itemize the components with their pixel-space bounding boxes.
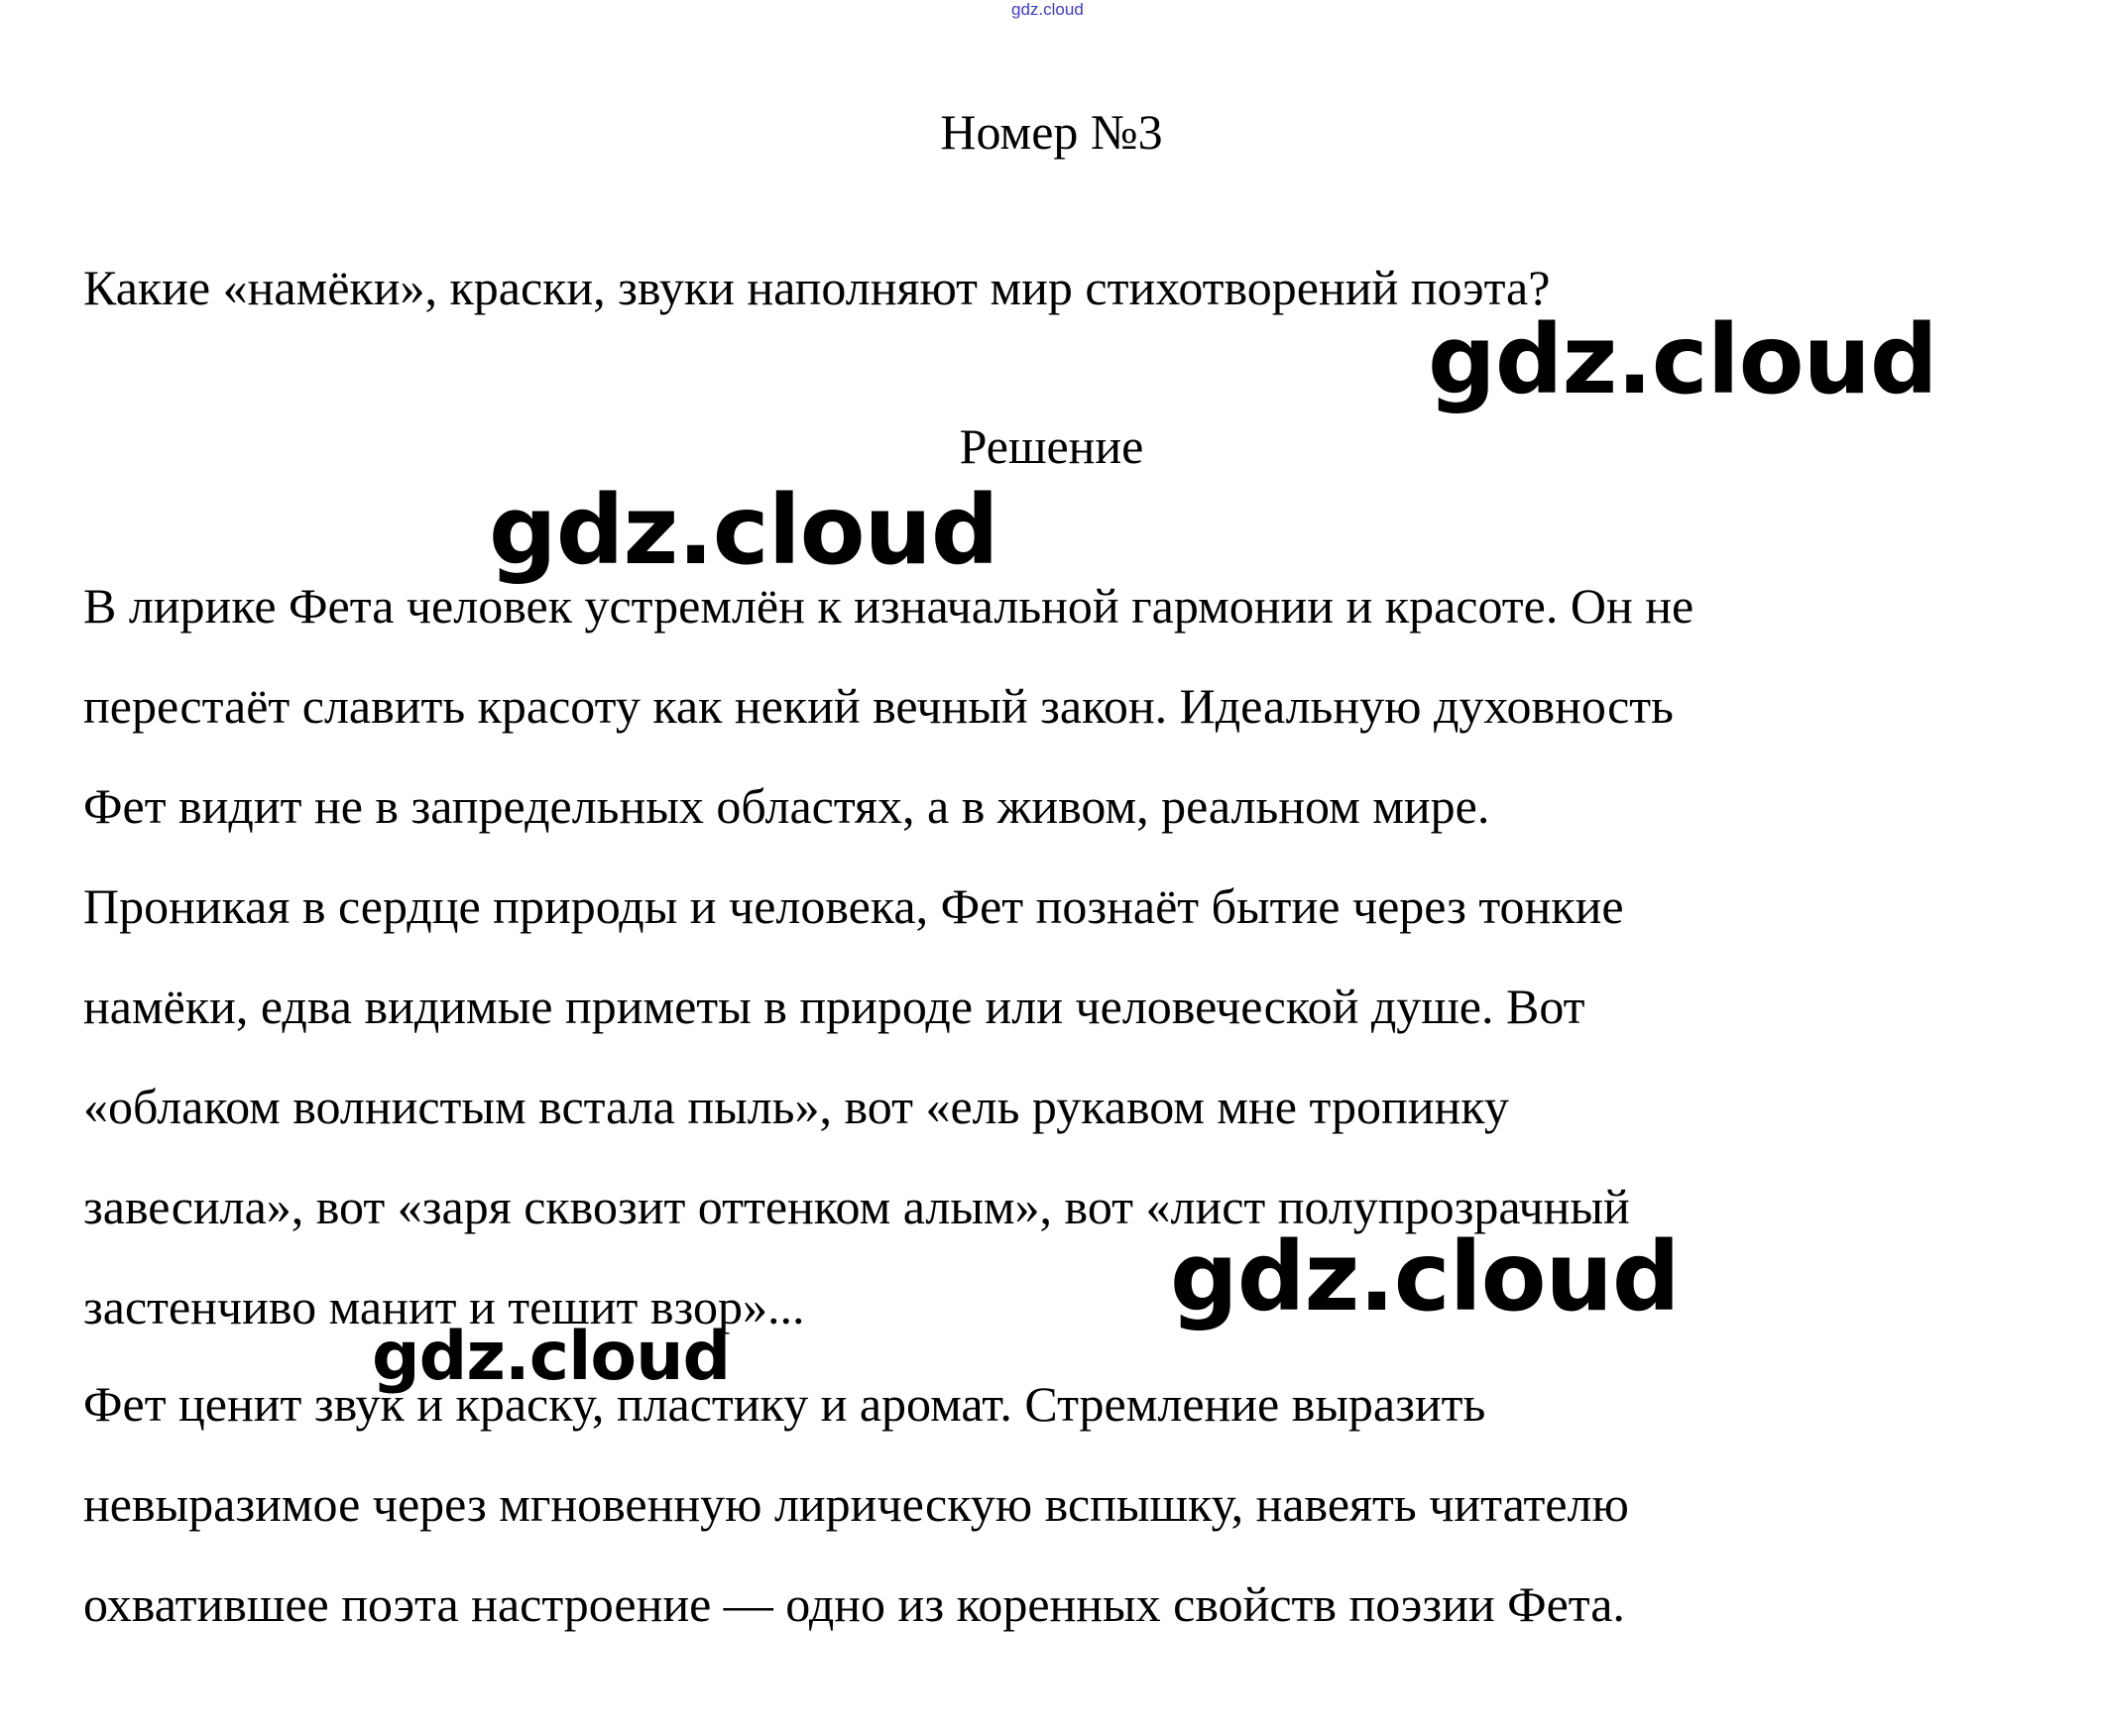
- text-line: В лирике Фета человек устремлён к изначальной гармонии и красоте. Он не: [83, 578, 1694, 634]
- answer-paragraph-2: [83, 1354, 1629, 1655]
- source-mark: gdz.cloud: [1011, 0, 1084, 19]
- watermark: gdz.cloud: [372, 1318, 731, 1396]
- question-text: Какие «намёки», краски, звуки наполняют мир стихотворений поэта?: [83, 260, 1551, 315]
- watermark: gdz.cloud: [1428, 304, 1937, 415]
- text-line: Проникая в сердце природы и человека, Фет познаёт бытие через тонкие: [83, 878, 1624, 934]
- text-line: «облаком волнистым встала пыль», вот «ель рукавом мне тропинку: [83, 1079, 1509, 1134]
- text-line: Фет ценит звук и краску, пластику и аромат. Стремление выразить: [83, 1376, 1486, 1432]
- text-line: завесила», вот «заря сквозит оттенком алым», вот «лист полупрозрачный: [83, 1179, 1630, 1234]
- text-line: намёки, едва видимые приметы в природе или человеческой душе. Вот: [83, 979, 1585, 1034]
- text-line: Фет видит не в запредельных областях, а в живом, реальном мире.: [83, 778, 1490, 834]
- watermark: gdz.cloud: [1170, 1221, 1680, 1332]
- watermark: gdz.cloud: [489, 475, 998, 586]
- text-line: перестаёт славить красоту как некий вечный закон. Идеальную духовность: [83, 678, 1674, 734]
- text-line: невыразимое через мгновенную лирическую вспышку, навеять читателю: [83, 1476, 1629, 1532]
- solution-title: Решение: [959, 418, 1144, 474]
- text-line: застенчиво манит и тешит взор»...: [83, 1279, 805, 1334]
- text-line: охватившее поэта настроение — одно из коренных свойств поэзии Фета.: [83, 1576, 1625, 1632]
- task-title: Номер №3: [940, 104, 1163, 160]
